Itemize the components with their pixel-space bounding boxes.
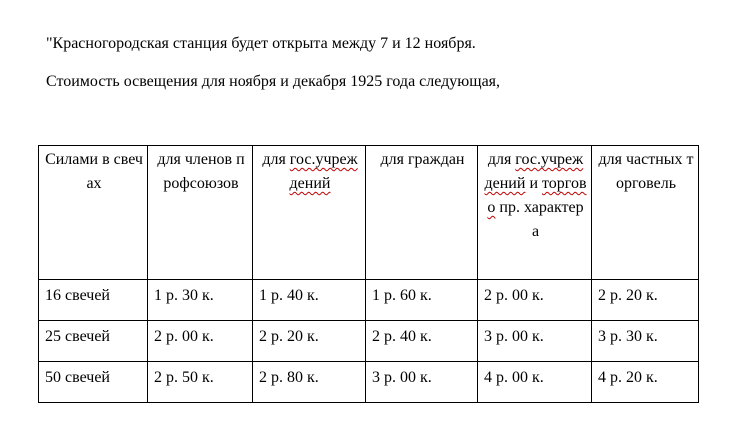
table-cell: 2 р. 50 к. [148, 362, 253, 403]
table-cell: 3 р. 00 к. [478, 321, 592, 362]
table-cell: 1 р. 40 к. [253, 280, 366, 321]
header-text: для членов профсоюзов [157, 151, 245, 192]
table-header-row [39, 146, 699, 280]
header-citizens [366, 146, 478, 280]
table-cell: 2 р. 00 к. [478, 280, 592, 321]
table-cell: 2 р. 40 к. [366, 321, 478, 362]
header-union-members [148, 146, 253, 280]
table-cell: 4 р. 20 к. [592, 362, 699, 403]
table-row [39, 280, 699, 321]
header-text: для граждан [380, 151, 465, 168]
table-cell: 2 р. 80 к. [253, 362, 366, 403]
table-cell: 3 р. 30 к. [592, 321, 699, 362]
header-candlepower [39, 146, 148, 280]
header-text: для [262, 151, 290, 168]
table-cell: 25 свечей [39, 321, 148, 362]
table-cell: 3 р. 00 к. [366, 362, 478, 403]
table-cell: 4 р. 00 к. [478, 362, 592, 403]
paragraph-lighting-cost: Стоимость освещения для ноября и декабря 1925 года следующая, [46, 73, 501, 90]
paragraph-station-opening: "Красногородская станция будет открыта между 7 и 12 ноября. [46, 35, 476, 52]
table-cell: 2 р. 20 к. [592, 280, 699, 321]
table-cell: 1 р. 60 к. [366, 280, 478, 321]
header-text: для частных торговель [598, 151, 694, 192]
table-cell: 16 свечей [39, 280, 148, 321]
table-row [39, 362, 699, 403]
header-text-spellcheck: гос.учреждений [484, 151, 584, 192]
header-text: для [487, 151, 516, 168]
table-row [39, 321, 699, 362]
table-cell: 50 свечей [39, 362, 148, 403]
lighting-rates-table [38, 145, 699, 403]
header-text: и [525, 175, 542, 192]
header-state-and-trade [478, 146, 592, 280]
table-cell: 2 р. 00 к. [148, 321, 253, 362]
header-text: Силами в свечах [45, 151, 143, 192]
header-state-institutions [253, 146, 366, 280]
table-cell: 2 р. 20 к. [253, 321, 366, 362]
header-text-spellcheck: торгово [487, 175, 587, 216]
table-cell: 1 р. 30 к. [148, 280, 253, 321]
header-private-traders [592, 146, 699, 280]
header-text: пр. характера [495, 199, 584, 240]
header-text-spellcheck: гос.учреждений [289, 151, 358, 192]
